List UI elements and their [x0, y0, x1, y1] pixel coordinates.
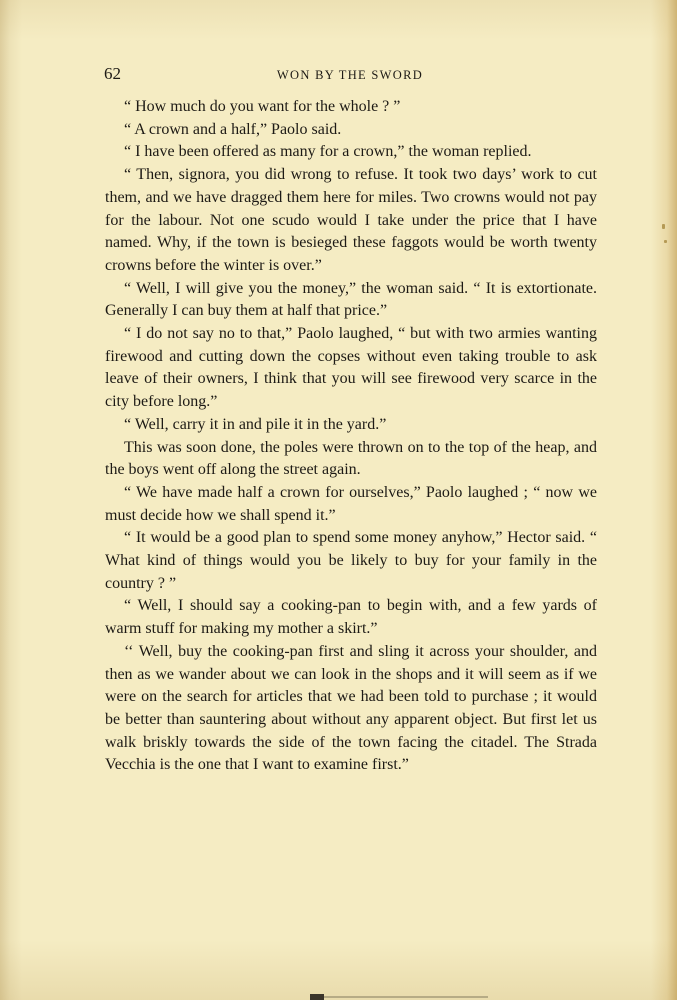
running-head: WON BY THE SWORD [276, 68, 424, 82]
paper-speck [664, 240, 667, 243]
paragraph: “ Then, signora, you did wrong to refuse. It took two days’ work to cut them, and we have dragged them here for miles. Two crowns would not pay for the labour. Not one scudo would I take under the price that I have named. Why, if the town is besieged these faggots would be worth twenty crowns before the winter is over.” [105, 166, 597, 274]
paragraph: “ I do not say no to that,” Paolo laughed, “ but with two armies wanting firewood and cutting down the copses without even taking trouble to ask leave of their owners, I think that you will see firewood very scarce in the city before long.” [105, 325, 597, 411]
scan-edge-mark [310, 994, 324, 1000]
paragraph: “ Well, I should say a cooking-pan to begin with, and a few yards of warm stuff for making my mother a skirt.” [105, 597, 597, 638]
paragraph: “ How much do you want for the whole ? ” [124, 98, 401, 115]
paragraph: “ It would be a good plan to spend some money anyhow,” Hector said. “ What kind of things would you be likely to buy for your family in the country ? ” [105, 529, 597, 592]
page-number: 62 [104, 64, 121, 83]
scan-edge-line [318, 996, 488, 998]
paragraph: This was soon done, the poles were thrown on to the top of the heap, and the boys went off along the street again. [105, 438, 597, 479]
paragraph: ‘‘ Well, buy the cooking-pan first and sling it across your shoulder, and then as we wander about we can look in the shops and it will seem as if we were on the search for articles that we had been told to purchase ; it would be better than sauntering about without any apparent object. But first let us walk briskly towards the side of the town facing the citadel. The Strada Vecchia is the one that I want to examine first.” [105, 642, 597, 774]
page-header [104, 64, 596, 86]
paragraph: “ Well, I will give you the money,” the woman said. “ It is extortionate. Generally I can buy them at half that price.” [105, 279, 597, 320]
paragraph: “ We have made half a crown for ourselves,” Paolo laughed ; “ now we must decide how we shall spend it.” [105, 483, 597, 524]
body-text [105, 96, 597, 777]
paragraph: “ A crown and a half,” Paolo said. [124, 120, 342, 138]
paper-speck [662, 224, 665, 229]
paragraph: “ Well, carry it in and pile it in the yard.” [124, 415, 387, 433]
paragraph: “ I have been offered as many for a crown,” the woman replied. [124, 143, 532, 161]
